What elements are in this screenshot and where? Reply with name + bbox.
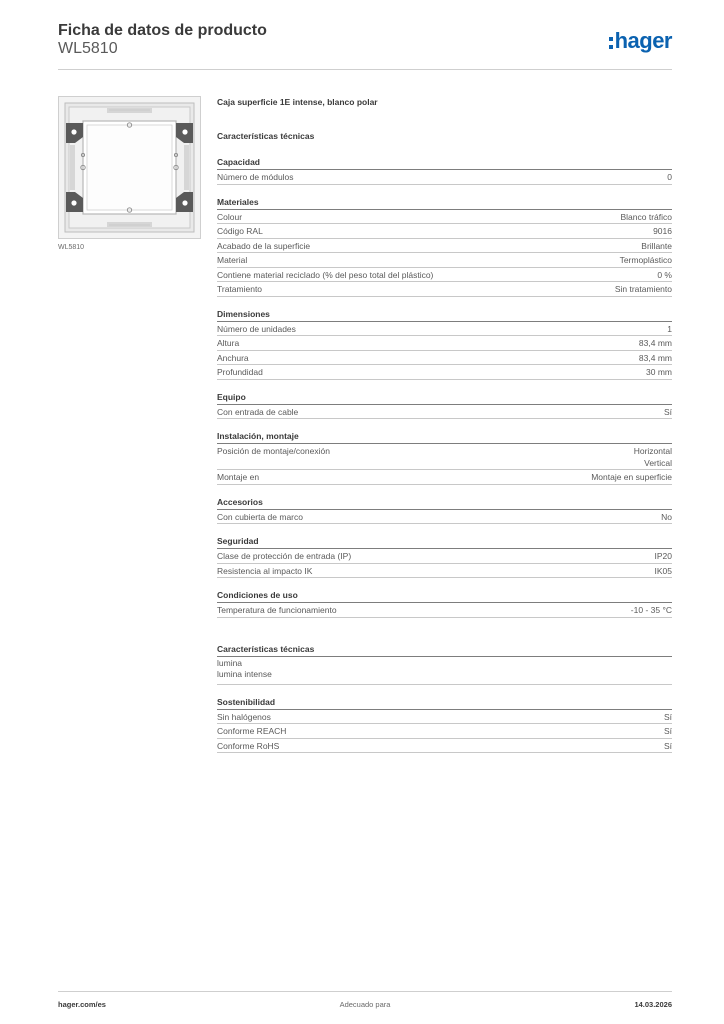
- spec-row: [217, 603, 672, 618]
- spec-value: IP20: [654, 551, 672, 561]
- spec-row: [217, 268, 672, 283]
- spec-value: Sí: [663, 406, 672, 417]
- spec-row: [217, 444, 672, 470]
- section-accesorios: [217, 494, 672, 525]
- spec-label: Clase de protección de entrada (IP): [217, 551, 352, 561]
- spec-label: Altura: [217, 338, 240, 348]
- spec-label: Código RAL: [217, 226, 263, 236]
- product-image: [58, 96, 201, 239]
- spec-value: IK05: [654, 565, 672, 576]
- section-dimensiones: [217, 306, 672, 380]
- feature-list: [217, 657, 672, 685]
- spec-label: Acabado de la superficie: [217, 240, 311, 251]
- section-title: Instalación, montaje: [217, 428, 672, 444]
- product-image-caption: WL5810: [58, 244, 85, 251]
- section-equipo: [217, 389, 672, 420]
- spec-label: Material: [217, 255, 248, 265]
- spec-value: Montaje en superficie: [591, 472, 672, 482]
- section-title: Equipo: [217, 389, 672, 405]
- logo-dots-icon: [609, 37, 613, 49]
- section-title: Seguridad: [217, 533, 672, 549]
- spec-row: [217, 170, 672, 185]
- section-instalacion-montaje: [217, 428, 672, 485]
- spec-row: [217, 351, 672, 366]
- spec-value: Blanco tráfico: [620, 211, 672, 222]
- footer-website-link[interactable]: hager.com/es: [58, 1000, 106, 1009]
- section-caracteristicas-tecnicas: [217, 641, 672, 685]
- feature-line: lumina: [217, 657, 243, 668]
- spec-row: [217, 510, 672, 525]
- spec-row: [217, 282, 672, 297]
- section-seguridad: [217, 533, 672, 578]
- technical-characteristics-heading: Características técnicas: [217, 131, 315, 141]
- section-title: Materiales: [217, 194, 672, 210]
- document-title: Ficha de datos de producto: [58, 22, 267, 39]
- spec-value: 83,4 mm: [638, 352, 672, 363]
- hager-logo: [609, 26, 672, 56]
- section-title: Capacidad: [217, 154, 672, 170]
- spec-value: 83,4 mm: [638, 338, 672, 348]
- document-subtitle: WL5810: [58, 40, 118, 57]
- spec-row: [217, 549, 672, 564]
- spec-label: Temperatura de funcionamiento: [217, 605, 337, 615]
- spec-label: Resistencia al impacto IK: [217, 565, 313, 576]
- spec-row: [217, 739, 672, 754]
- product-frame-photo-icon: [59, 97, 200, 238]
- spec-value: Sin tratamiento: [614, 284, 672, 294]
- spec-label: Con entrada de cable: [217, 406, 299, 417]
- spec-value: No: [661, 511, 672, 522]
- spec-value-line: Vertical: [644, 458, 672, 468]
- section-title: Características técnicas: [217, 641, 672, 657]
- page-header: [58, 22, 672, 70]
- spec-label: Montaje en: [217, 472, 260, 482]
- spec-value: 1: [667, 323, 672, 334]
- spec-label: Posición de montaje/conexión: [217, 446, 330, 456]
- spec-value: 9016: [653, 226, 672, 236]
- spec-label: Sin halógenos: [217, 711, 271, 722]
- spec-label: Tratamiento: [217, 284, 263, 294]
- section-title: Accesorios: [217, 494, 672, 510]
- section-condiciones-de-uso: [217, 587, 672, 618]
- section-title: Dimensiones: [217, 306, 672, 322]
- spec-label: Profundidad: [217, 367, 263, 377]
- spec-row: [217, 710, 672, 725]
- spec-value: Brillante: [641, 240, 672, 251]
- logo-text: hager: [614, 28, 672, 53]
- spec-label: Número de unidades: [217, 323, 296, 334]
- spec-value: 0 %: [657, 269, 672, 280]
- spec-row: [217, 405, 672, 420]
- product-specifications: [217, 96, 672, 753]
- section-sostenibilidad: [217, 694, 672, 754]
- footer-center-text: Adecuado para: [339, 1000, 391, 1009]
- spec-label: Anchura: [217, 352, 249, 363]
- spec-row: [217, 564, 672, 579]
- spec-row: [217, 336, 672, 351]
- section-title: Sostenibilidad: [217, 694, 672, 710]
- spec-value: -10 - 35 °C: [630, 605, 672, 615]
- spec-label: Con cubierta de marco: [217, 511, 303, 522]
- spec-value: 0: [667, 172, 672, 182]
- section-title: Condiciones de uso: [217, 587, 672, 603]
- spec-value: Sí: [663, 740, 672, 751]
- spec-row: [217, 210, 672, 225]
- spec-row: [217, 239, 672, 254]
- spec-row: [217, 470, 672, 485]
- spec-value: Sí: [663, 711, 672, 722]
- spec-label: Conforme RoHS: [217, 740, 280, 751]
- spec-row: [217, 322, 672, 337]
- spec-row: [217, 253, 672, 268]
- spec-label: Contiene material reciclado (% del peso total del plástico): [217, 269, 434, 280]
- page-footer: [58, 991, 672, 1013]
- spec-label: Número de módulos: [217, 172, 294, 182]
- spec-label: Conforme REACH: [217, 726, 287, 736]
- spec-label: Colour: [217, 211, 243, 222]
- spec-value: Termoplástico: [619, 255, 672, 265]
- section-materiales: [217, 194, 672, 297]
- spec-value: Sí: [663, 726, 672, 736]
- spec-row: [217, 724, 672, 739]
- section-capacidad: [217, 154, 672, 185]
- product-description: Caja superficie 1E intense, blanco polar: [217, 97, 378, 107]
- spec-row: [217, 224, 672, 239]
- spec-value-line: Horizontal: [633, 446, 672, 456]
- spec-value: [634, 445, 672, 469]
- spec-row: [217, 365, 672, 380]
- footer-date: 14.03.2026: [634, 1000, 672, 1009]
- spec-value: 30 mm: [646, 367, 672, 377]
- feature-line: lumina intense: [217, 669, 272, 679]
